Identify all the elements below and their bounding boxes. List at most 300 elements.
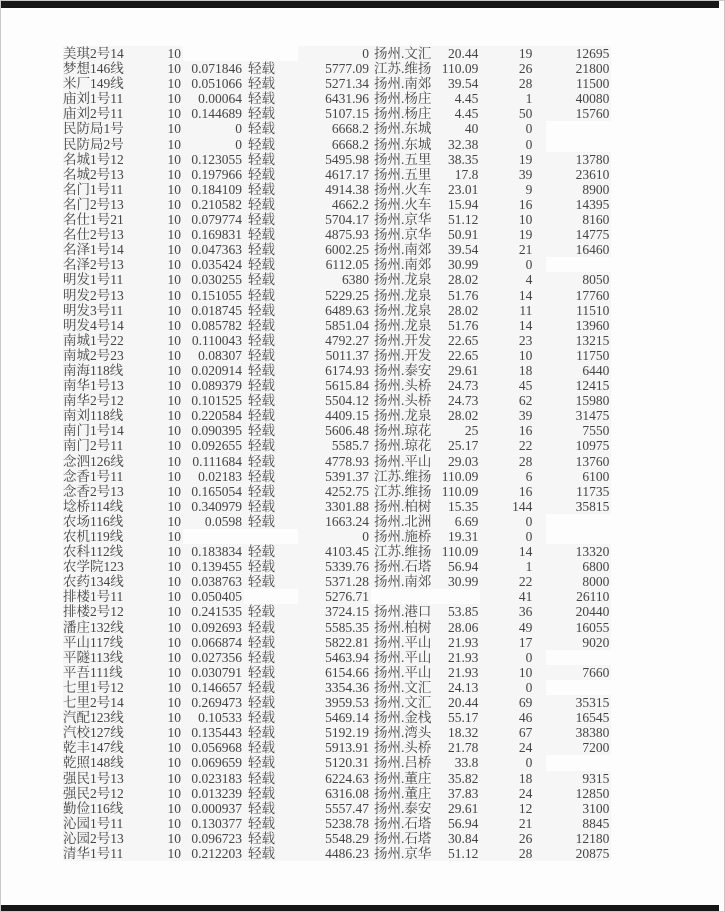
cell-count: 22 (480, 574, 546, 589)
cell-voltage: 10 (149, 544, 183, 559)
cell-total-value (546, 514, 611, 529)
cell-capacity-value: 29.61 (431, 363, 480, 378)
cell-voltage: 10 (149, 318, 183, 333)
cell-voltage: 10 (149, 393, 183, 408)
cell-voltage: 10 (149, 257, 183, 272)
cell-energy-value: 5822.81 (298, 635, 371, 650)
cell-capacity-value: 51.12 (431, 212, 480, 227)
cell-load-status: 轻载 (244, 559, 298, 574)
cell-substation: 扬州.平山 (371, 635, 431, 650)
cell-load-status: 轻载 (244, 423, 298, 438)
cell-count: 0 (480, 650, 546, 665)
cell-energy-value: 5011.37 (298, 348, 371, 363)
cell-energy-value: 6112.05 (298, 257, 371, 272)
cell-total-value: 8000 (546, 574, 611, 589)
cell-capacity-value: 32.38 (431, 137, 480, 152)
cell-total-value: 23610 (546, 167, 611, 182)
cell-voltage: 10 (149, 665, 183, 680)
cell-energy-value: 4792.27 (298, 333, 371, 348)
table-row (63, 46, 611, 61)
cell-feeder-name: 梦想146线 (63, 61, 149, 76)
cell-voltage: 10 (149, 846, 183, 861)
cell-substation: 江苏.维扬 (371, 484, 431, 499)
table-row (63, 106, 611, 121)
cell-energy-value: 4252.75 (298, 484, 371, 499)
cell-load-ratio: 0.056968 (183, 740, 244, 755)
table-row (63, 121, 611, 136)
cell-load-status: 轻载 (244, 846, 298, 861)
cell-count: 4 (480, 272, 546, 287)
table-row (63, 499, 611, 514)
cell-load-status: 轻载 (244, 408, 298, 423)
cell-capacity-value: 30.99 (431, 257, 480, 272)
cell-voltage: 10 (149, 604, 183, 619)
cell-total-value: 38380 (546, 725, 611, 740)
table-row (63, 695, 611, 710)
cell-count: 21 (480, 816, 546, 831)
cell-load-status: 轻载 (244, 831, 298, 846)
cell-feeder-name: 明发4号14 (63, 318, 149, 333)
cell-total-value: 12415 (546, 378, 611, 393)
cell-feeder-name: 七里1号12 (63, 680, 149, 695)
cell-load-status: 轻载 (244, 227, 298, 242)
cell-load-status: 轻载 (244, 710, 298, 725)
cell-total-value: 20875 (546, 846, 611, 861)
cell-substation: 扬州.南郊 (371, 257, 431, 272)
cell-energy-value: 5913.91 (298, 740, 371, 755)
cell-total-value (546, 529, 611, 544)
cell-energy-value: 6154.66 (298, 665, 371, 680)
cell-load-status: 轻载 (244, 197, 298, 212)
cell-load-ratio: 0.096723 (183, 831, 244, 846)
cell-capacity-value: 23.01 (431, 182, 480, 197)
cell-total-value: 12850 (546, 786, 611, 801)
cell-voltage: 10 (149, 46, 183, 61)
cell-feeder-name: 南城2号23 (63, 348, 149, 363)
cell-load-ratio: 0.139455 (183, 559, 244, 574)
cell-voltage: 10 (149, 438, 183, 453)
cell-substation: 扬州.泰安 (371, 801, 431, 816)
cell-energy-value: 3354.36 (298, 680, 371, 695)
table-row (63, 680, 611, 695)
cell-substation: 扬州.湾头 (371, 725, 431, 740)
cell-feeder-name: 农场116线 (63, 514, 149, 529)
cell-load-ratio: 0.210582 (183, 197, 244, 212)
cell-count: 0 (480, 529, 546, 544)
cell-substation: 扬州.南郊 (371, 76, 431, 91)
cell-count: 12 (480, 801, 546, 816)
cell-substation: 扬州.北洲 (371, 514, 431, 529)
cell-substation: 扬州.文汇 (371, 695, 431, 710)
cell-load-status (244, 589, 298, 604)
cell-total-value: 7660 (546, 665, 611, 680)
cell-capacity-value: 110.09 (431, 469, 480, 484)
cell-substation: 扬州.京华 (371, 212, 431, 227)
cell-capacity-value: 15.94 (431, 197, 480, 212)
cell-feeder-name: 强民2号12 (63, 786, 149, 801)
cell-capacity-value: 24.13 (431, 680, 480, 695)
cell-count: 28 (480, 76, 546, 91)
cell-voltage: 10 (149, 106, 183, 121)
table-row (63, 831, 611, 846)
cell-substation: 扬州.董庄 (371, 786, 431, 801)
cell-load-status: 轻载 (244, 801, 298, 816)
cell-substation: 扬州.东城 (371, 121, 431, 136)
cell-voltage: 10 (149, 559, 183, 574)
cell-load-ratio: 0.123055 (183, 152, 244, 167)
table-row (63, 514, 611, 529)
cell-energy-value: 5371.28 (298, 574, 371, 589)
cell-feeder-name: 念香2号13 (63, 484, 149, 499)
cell-count: 62 (480, 393, 546, 408)
cell-feeder-name: 名仕2号13 (63, 227, 149, 242)
table-row (63, 438, 611, 453)
cell-substation: 扬州.石塔 (371, 559, 431, 574)
cell-voltage: 10 (149, 725, 183, 740)
cell-load-ratio: 0.069659 (183, 755, 244, 770)
cell-load-status: 轻载 (244, 816, 298, 831)
cell-total-value (546, 650, 611, 665)
cell-substation: 扬州.杨庄 (371, 106, 431, 121)
cell-total-value: 31475 (546, 408, 611, 423)
cell-substation: 扬州.金栈 (371, 710, 431, 725)
cell-load-ratio: 0.0598 (183, 514, 244, 529)
cell-total-value (546, 755, 611, 770)
table-row (63, 589, 611, 604)
cell-load-ratio: 0.130377 (183, 816, 244, 831)
cell-load-ratio: 0.050405 (183, 589, 244, 604)
cell-energy-value: 5339.76 (298, 559, 371, 574)
cell-energy-value: 4875.93 (298, 227, 371, 242)
cell-load-ratio: 0.184109 (183, 182, 244, 197)
cell-load-ratio: 0.169831 (183, 227, 244, 242)
cell-total-value: 9315 (546, 771, 611, 786)
table-row (63, 197, 611, 212)
cell-load-status: 轻载 (244, 680, 298, 695)
cell-substation: 扬州.吕桥 (371, 755, 431, 770)
cell-energy-value: 4914.38 (298, 182, 371, 197)
cell-count: 6 (480, 469, 546, 484)
cell-load-status: 轻载 (244, 152, 298, 167)
table-row (63, 167, 611, 182)
cell-load-ratio: 0.013239 (183, 786, 244, 801)
cell-load-ratio: 0.018745 (183, 303, 244, 318)
table-row (63, 604, 611, 619)
cell-feeder-name: 乾照148线 (63, 755, 149, 770)
cell-energy-value: 6002.25 (298, 242, 371, 257)
cell-load-status: 轻载 (244, 725, 298, 740)
cell-count: 9 (480, 182, 546, 197)
cell-count: 0 (480, 680, 546, 695)
cell-load-ratio: 0 (183, 121, 244, 136)
cell-load-ratio: 0.110043 (183, 333, 244, 348)
cell-capacity-value: 55.17 (431, 710, 480, 725)
cell-load-status: 轻载 (244, 695, 298, 710)
cell-count: 50 (480, 106, 546, 121)
cell-energy-value: 5229.25 (298, 288, 371, 303)
cell-load-ratio: 0.051066 (183, 76, 244, 91)
cell-feeder-name: 名门1号11 (63, 182, 149, 197)
cell-load-status: 轻载 (244, 288, 298, 303)
cell-capacity-value: 28.02 (431, 272, 480, 287)
cell-total-value: 9020 (546, 635, 611, 650)
cell-load-ratio: 0.030791 (183, 665, 244, 680)
cell-energy-value: 5777.09 (298, 61, 371, 76)
table-row (63, 318, 611, 333)
table-row (63, 771, 611, 786)
cell-substation (371, 589, 431, 604)
cell-substation: 扬州.文汇 (371, 680, 431, 695)
cell-feeder-name: 明发1号11 (63, 272, 149, 287)
cell-substation: 扬州.开发 (371, 333, 431, 348)
cell-feeder-name: 强民1号13 (63, 771, 149, 786)
table-body (63, 46, 611, 861)
cell-load-status: 轻载 (244, 499, 298, 514)
cell-load-ratio: 0.079774 (183, 212, 244, 227)
cell-capacity-value: 50.91 (431, 227, 480, 242)
cell-load-status: 轻载 (244, 91, 298, 106)
cell-count: 16 (480, 423, 546, 438)
cell-feeder-name: 七里2号14 (63, 695, 149, 710)
cell-count: 36 (480, 604, 546, 619)
table-row (63, 408, 611, 423)
cell-total-value: 13780 (546, 152, 611, 167)
table-row (63, 182, 611, 197)
table-row (63, 61, 611, 76)
cell-substation: 扬州.文汇 (371, 46, 431, 61)
table-row (63, 288, 611, 303)
cell-feeder-name: 明发3号11 (63, 303, 149, 318)
cell-total-value: 15760 (546, 106, 611, 121)
cell-load-ratio: 0.220584 (183, 408, 244, 423)
cell-load-ratio: 0.020914 (183, 363, 244, 378)
cell-load-ratio: 0.092693 (183, 620, 244, 635)
cell-feeder-name: 勤俭116线 (63, 801, 149, 816)
cell-energy-value: 5585.7 (298, 438, 371, 453)
cell-energy-value: 5851.04 (298, 318, 371, 333)
cell-feeder-name: 乾丰147线 (63, 740, 149, 755)
cell-capacity-value: 25 (431, 423, 480, 438)
table-row (63, 650, 611, 665)
cell-capacity-value: 51.12 (431, 846, 480, 861)
cell-energy-value: 5107.15 (298, 106, 371, 121)
cell-capacity-value: 110.09 (431, 544, 480, 559)
cell-energy-value: 5704.17 (298, 212, 371, 227)
cell-energy-value: 0 (298, 529, 371, 544)
cell-energy-value: 5271.34 (298, 76, 371, 91)
cell-substation: 扬州.石塔 (371, 831, 431, 846)
cell-voltage: 10 (149, 574, 183, 589)
cell-count: 0 (480, 755, 546, 770)
cell-energy-value: 6380 (298, 272, 371, 287)
cell-total-value: 13215 (546, 333, 611, 348)
cell-load-ratio: 0.02183 (183, 469, 244, 484)
table-row (63, 348, 611, 363)
scan-bar-bottom (1, 905, 719, 912)
cell-substation: 扬州.琼花 (371, 438, 431, 453)
cell-load-ratio: 0.089379 (183, 378, 244, 393)
cell-load-status: 轻载 (244, 574, 298, 589)
cell-load-ratio: 0.111684 (183, 454, 244, 469)
cell-energy-value: 6224.63 (298, 771, 371, 786)
cell-total-value (546, 121, 611, 136)
cell-substation: 扬州.施桥 (371, 529, 431, 544)
cell-feeder-name: 庙刘1号11 (63, 91, 149, 106)
cell-total-value: 13320 (546, 544, 611, 559)
cell-substation: 扬州.京华 (371, 227, 431, 242)
cell-count: 19 (480, 227, 546, 242)
cell-energy-value: 5192.19 (298, 725, 371, 740)
cell-voltage: 10 (149, 740, 183, 755)
cell-count: 14 (480, 544, 546, 559)
cell-voltage: 10 (149, 423, 183, 438)
cell-substation: 扬州.龙泉 (371, 408, 431, 423)
cell-energy-value: 5391.37 (298, 469, 371, 484)
cell-count: 24 (480, 786, 546, 801)
cell-total-value: 16055 (546, 620, 611, 635)
cell-feeder-name: 平隧113线 (63, 650, 149, 665)
cell-load-status: 轻载 (244, 61, 298, 76)
cell-count: 49 (480, 620, 546, 635)
cell-load-status: 轻载 (244, 242, 298, 257)
cell-capacity-value: 39.54 (431, 242, 480, 257)
cell-voltage: 10 (149, 378, 183, 393)
cell-load-ratio: 0.066874 (183, 635, 244, 650)
cell-substation: 扬州.港口 (371, 604, 431, 619)
cell-load-ratio: 0.00064 (183, 91, 244, 106)
cell-load-status: 轻载 (244, 318, 298, 333)
cell-substation: 扬州.五里 (371, 152, 431, 167)
cell-total-value: 6100 (546, 469, 611, 484)
cell-energy-value: 6668.2 (298, 121, 371, 136)
cell-count: 1 (480, 91, 546, 106)
cell-energy-value: 5463.94 (298, 650, 371, 665)
cell-energy-value: 4778.93 (298, 454, 371, 469)
cell-feeder-name: 民防局2号 (63, 137, 149, 152)
cell-feeder-name: 南门1号14 (63, 423, 149, 438)
cell-substation: 江苏.维扬 (371, 469, 431, 484)
cell-substation: 扬州.开发 (371, 348, 431, 363)
cell-load-status: 轻载 (244, 771, 298, 786)
cell-count: 67 (480, 725, 546, 740)
cell-load-ratio: 0.269473 (183, 695, 244, 710)
cell-feeder-name: 南华1号13 (63, 378, 149, 393)
cell-feeder-name: 名仕1号21 (63, 212, 149, 227)
table-row (63, 755, 611, 770)
cell-total-value: 17760 (546, 288, 611, 303)
cell-load-status: 轻载 (244, 333, 298, 348)
table-row (63, 242, 611, 257)
cell-voltage: 10 (149, 167, 183, 182)
cell-load-ratio: 0.047363 (183, 242, 244, 257)
cell-feeder-name: 农药134线 (63, 574, 149, 589)
cell-load-status: 轻载 (244, 137, 298, 152)
cell-capacity-value: 6.69 (431, 514, 480, 529)
cell-energy-value: 5504.12 (298, 393, 371, 408)
cell-count: 16 (480, 197, 546, 212)
cell-total-value: 21800 (546, 61, 611, 76)
cell-total-value: 13960 (546, 318, 611, 333)
cell-substation: 扬州.董庄 (371, 771, 431, 786)
cell-substation: 扬州.龙泉 (371, 272, 431, 287)
cell-load-status: 轻载 (244, 363, 298, 378)
table-row (63, 574, 611, 589)
cell-total-value: 8050 (546, 272, 611, 287)
cell-load-ratio (183, 529, 244, 544)
cell-energy-value: 5557.47 (298, 801, 371, 816)
table-row (63, 559, 611, 574)
table-row (63, 846, 611, 861)
cell-load-ratio: 0.10533 (183, 710, 244, 725)
cell-count: 14 (480, 288, 546, 303)
cell-feeder-name: 南门2号11 (63, 438, 149, 453)
cell-voltage: 10 (149, 650, 183, 665)
cell-count: 11 (480, 303, 546, 318)
cell-count: 144 (480, 499, 546, 514)
cell-total-value: 11735 (546, 484, 611, 499)
cell-total-value: 6800 (546, 559, 611, 574)
cell-substation: 扬州.龙泉 (371, 303, 431, 318)
cell-feeder-name: 埝桥114线 (63, 499, 149, 514)
cell-total-value: 7550 (546, 423, 611, 438)
cell-count: 0 (480, 121, 546, 136)
cell-energy-value: 5238.78 (298, 816, 371, 831)
cell-load-ratio: 0.241535 (183, 604, 244, 619)
table-row (63, 91, 611, 106)
cell-capacity-value: 18.32 (431, 725, 480, 740)
cell-capacity-value: 20.44 (431, 695, 480, 710)
cell-substation: 扬州.头桥 (371, 740, 431, 755)
cell-total-value: 20440 (546, 604, 611, 619)
cell-voltage: 10 (149, 801, 183, 816)
cell-count: 16 (480, 484, 546, 499)
cell-count: 10 (480, 665, 546, 680)
cell-substation: 扬州.平山 (371, 665, 431, 680)
cell-count: 24 (480, 740, 546, 755)
cell-load-status: 轻载 (244, 121, 298, 136)
table-row (63, 272, 611, 287)
cell-count: 0 (480, 137, 546, 152)
cell-load-status: 轻载 (244, 76, 298, 91)
cell-total-value: 12695 (546, 46, 611, 61)
cell-voltage: 10 (149, 786, 183, 801)
cell-load-status: 轻载 (244, 665, 298, 680)
cell-voltage: 10 (149, 197, 183, 212)
cell-feeder-name: 南刘118线 (63, 408, 149, 423)
cell-load-status: 轻载 (244, 303, 298, 318)
cell-energy-value: 3959.53 (298, 695, 371, 710)
cell-load-ratio: 0.023183 (183, 771, 244, 786)
cell-load-status: 轻载 (244, 469, 298, 484)
cell-load-status: 轻载 (244, 755, 298, 770)
cell-energy-value: 6489.63 (298, 303, 371, 318)
table-row (63, 665, 611, 680)
table-row (63, 635, 611, 650)
table-row (63, 620, 611, 635)
cell-substation: 扬州.龙泉 (371, 318, 431, 333)
cell-capacity-value: 39.54 (431, 76, 480, 91)
cell-capacity-value: 21.78 (431, 740, 480, 755)
cell-total-value: 15980 (546, 393, 611, 408)
cell-voltage: 10 (149, 620, 183, 635)
cell-capacity-value: 22.65 (431, 333, 480, 348)
cell-count: 10 (480, 348, 546, 363)
cell-count: 10 (480, 212, 546, 227)
cell-load-ratio: 0.085782 (183, 318, 244, 333)
cell-voltage: 10 (149, 755, 183, 770)
table-row (63, 152, 611, 167)
cell-load-ratio: 0.151055 (183, 288, 244, 303)
